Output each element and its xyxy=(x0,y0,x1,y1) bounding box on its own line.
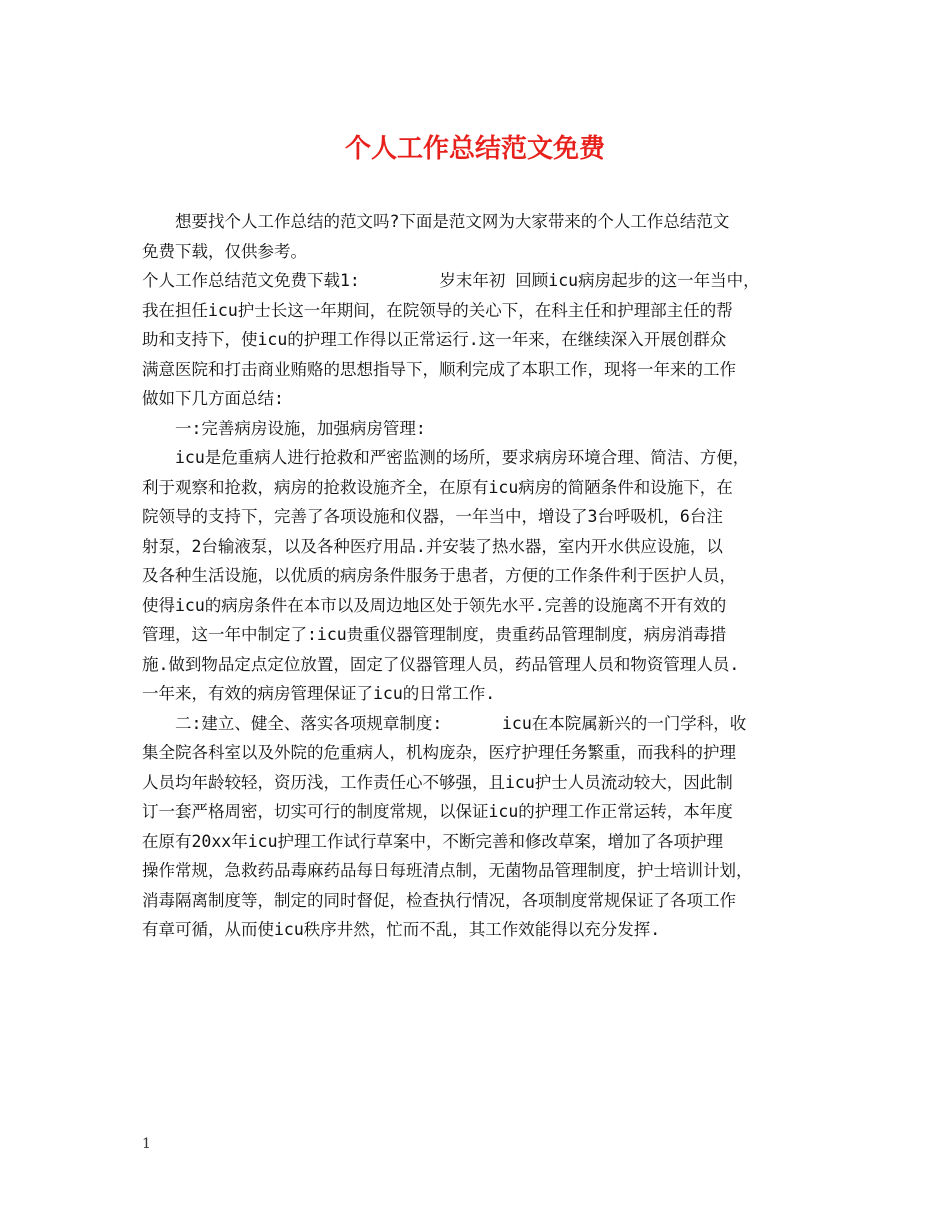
body-line: 一年来，有效的病房管理保证了icu的日常工作. xyxy=(142,684,496,703)
body-line: 做如下几方面总结: xyxy=(142,389,284,408)
body-line: 消毒隔离制度等，制定的同时督促，检查执行情况，各项制度常规保证了各项工作 xyxy=(142,890,736,910)
body-line: 有章可循，从而使icu秩序井然，忙而不乱，其工作效能得以充分发挥. xyxy=(142,920,661,939)
body-line: 操作常规，急救药品毒麻药品每日每班清点制，无菌物品管理制度，护士培训计划， xyxy=(142,861,753,880)
body-line: 想要找个人工作总结的范文吗?下面是范文网为大家带来的个人工作总结范文 xyxy=(175,212,730,231)
body-line: 施.做到物品定点定位放置，固定了仪器管理人员，药品管理人员和物资管理人员. xyxy=(142,654,740,674)
body-line: icu是危重病人进行抢救和严密监测的场所，要求病房环境合理、简洁、方便， xyxy=(175,448,750,467)
body-line: 满意医院和打击商业贿赂的思想指导下，顺利完成了本职工作，现将一年来的工作 xyxy=(142,359,736,379)
body-line: 管理，这一年中制定了:icu贵重仪器管理制度，贵重药品管理制度，病房消毒措 xyxy=(142,625,727,644)
body-line: 在原有20xx年icu护理工作试行草案中，不断完善和修改草案，增加了各项护理 xyxy=(142,831,724,851)
page-number: 1 xyxy=(142,1136,151,1152)
body-line: 助和支持下，使icu的护理工作得以正常运行.这一年来，在继续深入开展创群众 xyxy=(142,330,727,349)
body-line: 利于观察和抢救，病房的抢救设施齐全，在原有icu病房的简陋条件和设施下，在 xyxy=(142,477,733,497)
document-body xyxy=(142,207,812,945)
section-heading: 二:建立、健全、落实各项规章制度: icu在本院属新兴的一门学科，收 xyxy=(175,713,747,733)
body-line: 集全院各科室以及外院的危重病人，机构庞杂，医疗护理任务繁重，而我科的护理 xyxy=(142,743,736,762)
body-line: 院领导的支持下，完善了各项设施和仪器，一年当中，增设了3台呼吸机，6台注 xyxy=(142,507,723,526)
body-line: 免费下载，仅供参考。 xyxy=(142,241,307,261)
section-heading: 一:完善病房设施，加强病房管理: xyxy=(175,418,426,438)
body-line: 我在担任icu护士长这一年期间，在院领导的关心下，在科主任和护理部主任的帮 xyxy=(142,300,733,320)
body-line: 射泵，2台输液泵，以及各种医疗用品.并安装了热水器，室内开水供应设施，以 xyxy=(142,536,723,556)
document-title: 个人工作总结范文免费 xyxy=(344,134,605,164)
body-line: 使得icu的病房条件在本市以及周边地区处于领先水平.完善的设施离不开有效的 xyxy=(142,595,727,615)
body-line: 订一套严格周密，切实可行的制度常规，以保证icu的护理工作正常运转，本年度 xyxy=(142,802,733,821)
body-line: 人员均年龄较轻，资历浅，工作责任心不够强，且icu护士人员流动较大，因此制 xyxy=(142,772,733,792)
body-line: 个人工作总结范文免费下载1: 岁末年初 回顾icu病房起步的这一年当中， xyxy=(142,271,760,290)
body-line: 及各种生活设施，以优质的病房条件服务于患者，方便的工作条件利于医护人员， xyxy=(142,566,736,585)
